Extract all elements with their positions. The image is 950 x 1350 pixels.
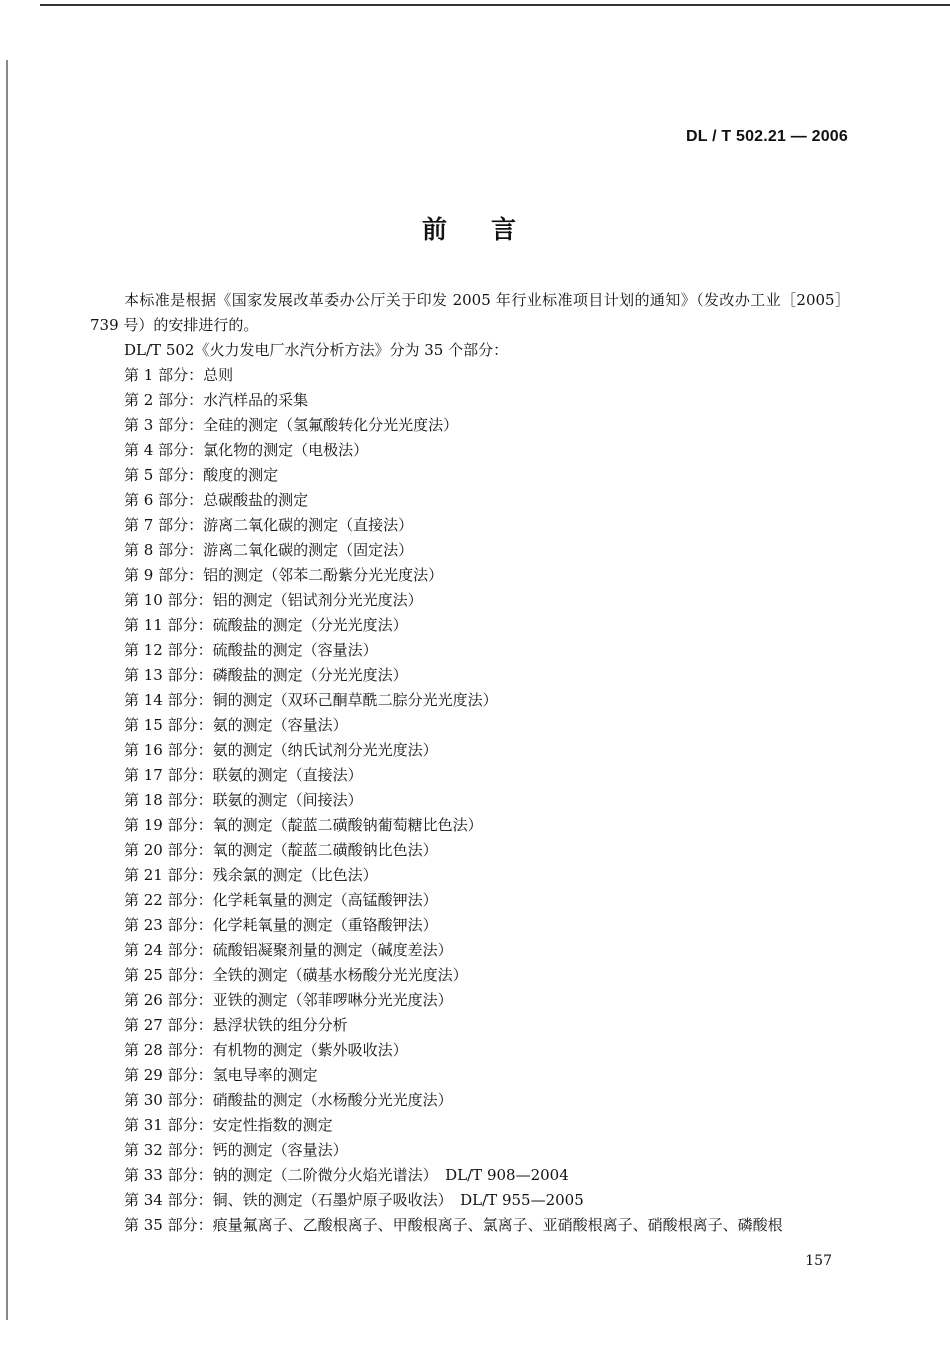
list-item: 第 24 部分：硫酸铝凝聚剂量的测定（碱度差法） (124, 941, 453, 959)
parts-list (90, 363, 850, 1238)
parts-overview-paragraph: DL/T 502《火力发电厂水汽分析方法》分为 35 个部分： (124, 341, 509, 359)
list-item: 第 21 部分：残余氯的测定（比色法） (124, 866, 378, 884)
top-border-line (40, 4, 950, 6)
list-item: 第 35 部分：痕量氟离子、乙酸根离子、甲酸根离子、氯离子、亚硝酸根离子、硝酸根离子、磷酸根 (124, 1216, 783, 1234)
left-border-line (6, 60, 8, 1320)
list-item: 第 12 部分：硫酸盐的测定（容量法） (124, 641, 378, 659)
document-body (90, 288, 850, 1238)
list-item: 第 16 部分：氨的测定（纳氏试剂分光光度法） (124, 741, 438, 759)
intro-paragraph: 本标准是根据《国家发展改革委办公厅关于印发 2005 年行业标准项目计划的通知》（发改办工业［2005］739 号）的安排进行的。 (90, 291, 850, 334)
standard-code: DL / T 502.21 — 2006 (685, 128, 848, 145)
list-item: 第 2 部分：水汽样品的采集 (124, 391, 309, 409)
list-item: 第 22 部分：化学耗氧量的测定（高锰酸钾法） (124, 891, 438, 909)
list-item: 第 20 部分：氧的测定（靛蓝二磺酸钠比色法） (124, 841, 438, 859)
list-item: 第 15 部分：氨的测定（容量法） (124, 716, 348, 734)
list-item: 第 7 部分：游离二氧化碳的测定（直接法） (124, 516, 414, 534)
list-item: 第 33 部分：钠的测定（二阶微分火焰光谱法） DL/T 908—2004 (124, 1166, 569, 1184)
list-item: 第 31 部分：安定性指数的测定 (124, 1116, 333, 1134)
list-item: 第 3 部分：全硅的测定（氢氟酸转化分光光度法） (124, 416, 459, 434)
list-item: 第 26 部分：亚铁的测定（邻菲啰啉分光光度法） (124, 991, 453, 1009)
list-item: 第 1 部分：总则 (124, 366, 234, 384)
list-item: 第 29 部分：氢电导率的测定 (124, 1066, 318, 1084)
list-item: 第 5 部分：酸度的测定 (124, 466, 279, 484)
list-item: 第 32 部分：钙的测定（容量法） (124, 1141, 348, 1159)
list-item: 第 28 部分：有机物的测定（紫外吸收法） (124, 1041, 408, 1059)
list-item: 第 11 部分：硫酸盐的测定（分光光度法） (124, 616, 408, 634)
list-item: 第 30 部分：硝酸盐的测定（水杨酸分光光度法） (124, 1091, 453, 1109)
list-item: 第 14 部分：铜的测定（双环己酮草酰二腙分光光度法） (124, 691, 498, 709)
page-number: 157 (805, 1253, 832, 1269)
list-item: 第 10 部分：铝的测定（铝试剂分光光度法） (124, 591, 423, 609)
list-item: 第 4 部分：氯化物的测定（电极法） (124, 441, 369, 459)
list-item: 第 19 部分：氧的测定（靛蓝二磺酸钠葡萄糖比色法） (124, 816, 483, 834)
list-item: 第 25 部分：全铁的测定（磺基水杨酸分光光度法） (124, 966, 468, 984)
list-item: 第 34 部分：铜、铁的测定（石墨炉原子吸收法） DL/T 955—2005 (124, 1191, 584, 1209)
list-item: 第 23 部分：化学耗氧量的测定（重铬酸钾法） (124, 916, 438, 934)
list-item: 第 17 部分：联氨的测定（直接法） (124, 766, 363, 784)
list-item: 第 13 部分：磷酸盐的测定（分光光度法） (124, 666, 408, 684)
list-item: 第 27 部分：悬浮状铁的组分分析 (124, 1016, 348, 1034)
list-item: 第 6 部分：总碳酸盐的测定 (124, 491, 309, 509)
list-item: 第 9 部分：铝的测定（邻苯二酚紫分光光度法） (124, 566, 444, 584)
page-title: 前言 (421, 215, 560, 244)
list-item: 第 8 部分：游离二氧化碳的测定（固定法） (124, 541, 414, 559)
list-item: 第 18 部分：联氨的测定（间接法） (124, 791, 363, 809)
